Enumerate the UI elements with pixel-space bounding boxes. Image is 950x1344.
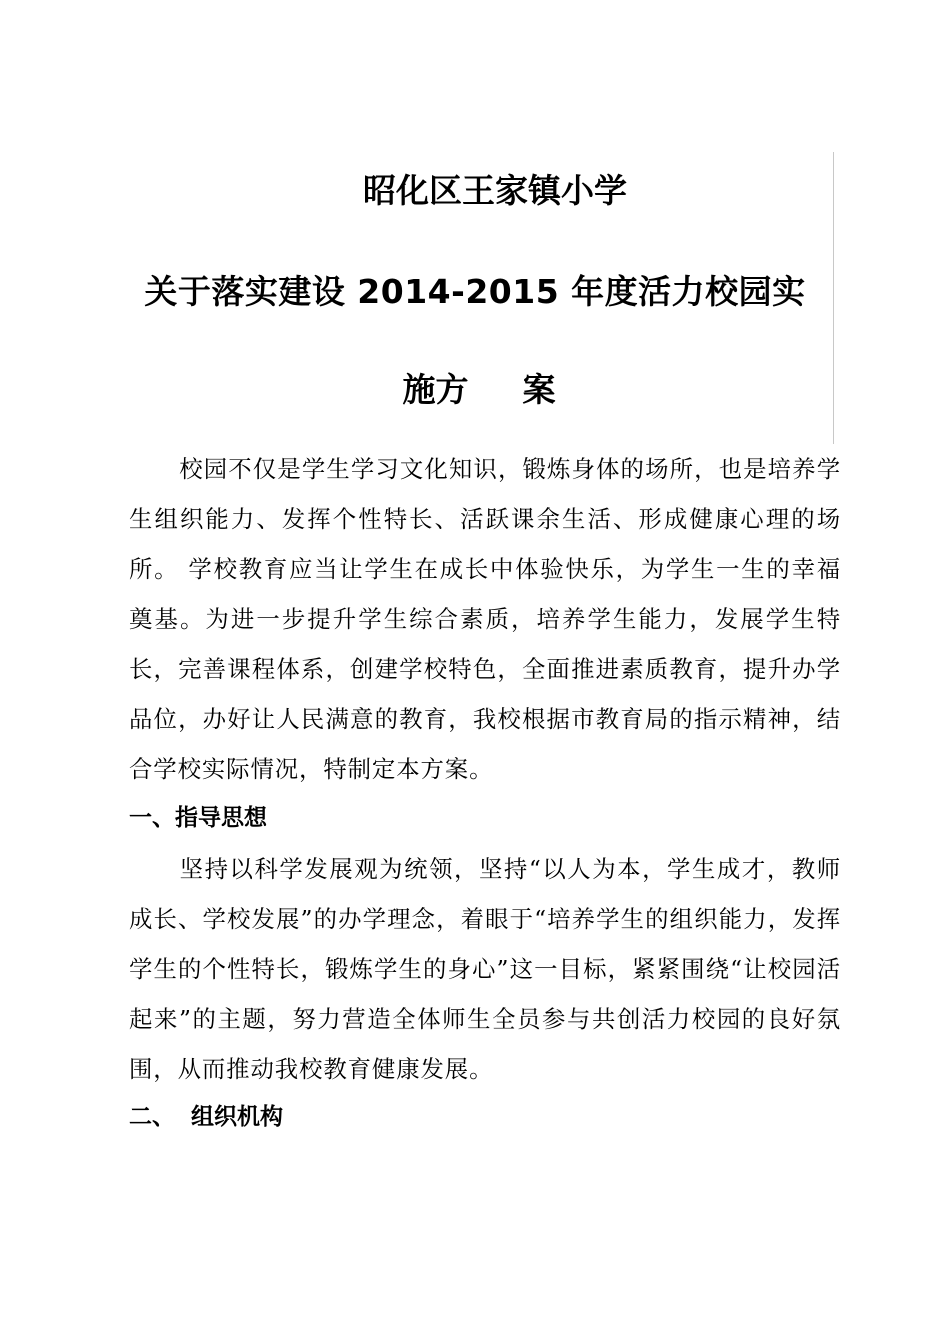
guiding-ideology-paragraph-text: 坚持以科学发展观为统领，坚持“以人为本，学生成才，教师成长、学校发展”的办学理念，着眼于“培养学生的组织能力，发挥学生的个性特长，锻炼学生的身心”这一目标，紧紧围绕“让校园活起来”的主题，努力营造全体师生全员参与共创活力校园的良好氛围，从而推动我校教育健康发展。 — [129, 855, 841, 1083]
section-heading-organization — [129, 1097, 283, 1137]
section-heading-guiding-ideology: 一、指导思想 — [129, 805, 267, 831]
document-title-line-1: 昭化区王家镇小学 — [363, 171, 627, 210]
title-line-3-part-1: 施方 — [402, 370, 469, 409]
guiding-ideology-paragraph — [129, 844, 841, 1094]
document-title-line-3 — [4, 370, 950, 410]
intro-paragraph — [129, 444, 841, 794]
document-title-line-2: 关于落实建设 2014-2015 年度活力校园实 — [144, 272, 806, 311]
intro-paragraph-text: 校园不仅是学生学习文化知识，锻炼身体的场所，也是培养学生组织能力、发挥个性特长、活跃课余生活、形成健康心理的场所。 学校教育应当让学生在成长中体验快乐，为学生一生的幸福奠基。为进一步提升学生综合素质，培养学生能力，发展学生特长，完善课程体系，创建学校特色，全面推进素质教育，提升办学品位，办好让人民满意的教育，我校根据市教育局的指示精神，结合学校实际情况，特制定本方案。 — [129, 455, 841, 783]
section-heading-text: 组织机构 — [191, 1104, 283, 1130]
title-line-3-part-2: 案 — [522, 370, 556, 409]
section-number: 二、 — [129, 1104, 175, 1130]
